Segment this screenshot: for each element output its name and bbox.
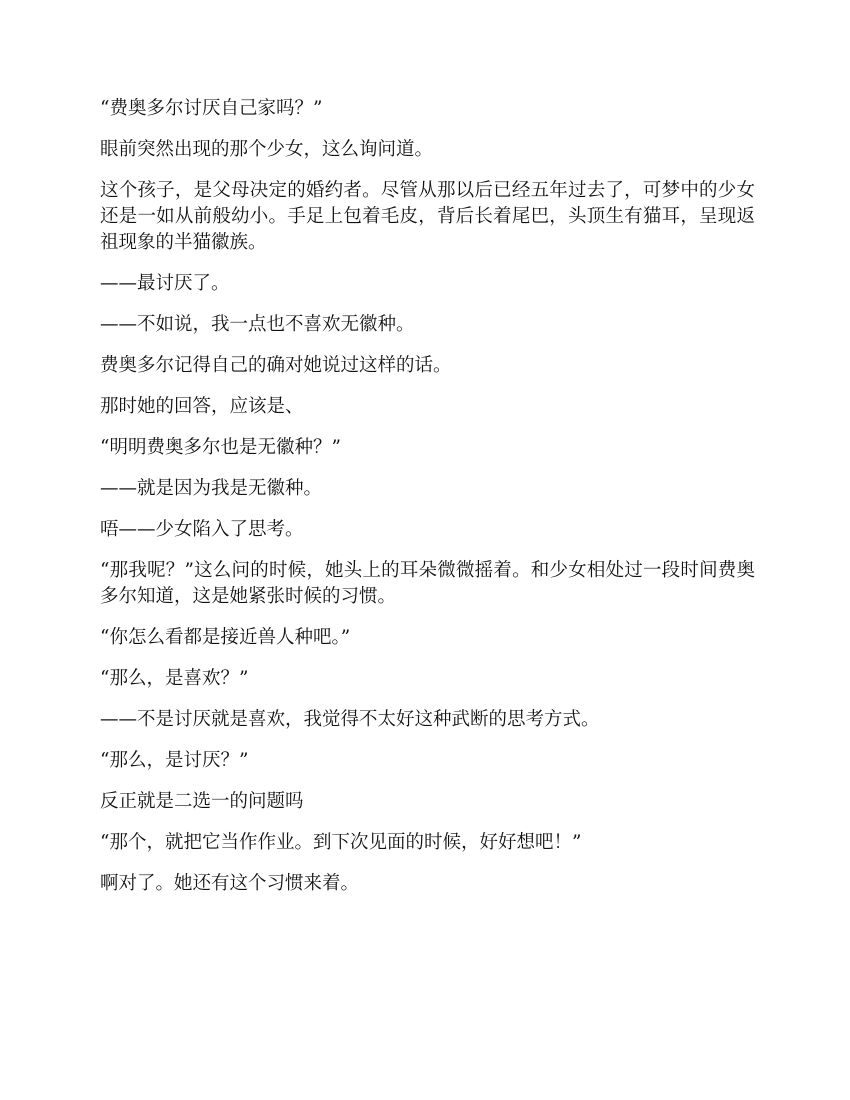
paragraph: ——不是讨厌就是喜欢，我觉得不太好这种武断的思考方式。: [100, 709, 600, 730]
paragraph: “那么，是讨厌？”: [100, 750, 249, 771]
paragraph: “那么，是喜欢？”: [100, 668, 249, 689]
paragraph: 眼前突然出现的那个少女，这么询问道。: [100, 139, 434, 160]
paragraph: 唔——少女陷入了思考。: [100, 519, 304, 540]
paragraph: 那时她的回答，应该是、: [100, 396, 304, 417]
paragraph: 这个孩子，是父母决定的婚约者。尽管从那以后已经五年过去了，可梦中的少女还是一如从前般幼小。手足上包着毛皮，背后长着尾巴，头顶生有猫耳，呈现返祖现象的半猫徽族。: [100, 180, 755, 253]
paragraph: ——不如说，我一点也不喜欢无徽种。: [100, 314, 415, 335]
paragraph: “你怎么看都是接近兽人种吧。”: [100, 627, 351, 648]
paragraph: ——最讨厌了。: [100, 273, 230, 294]
paragraph: “明明费奥多尔也是无徽种？”: [100, 437, 341, 458]
paragraph: 费奥多尔记得自己的确对她说过这样的话。: [100, 355, 452, 376]
paragraph: “费奥多尔讨厌自己家吗？”: [100, 98, 323, 119]
paragraph: 啊对了。她还有这个习惯来着。: [100, 873, 360, 894]
paragraph: 反正就是二选一的问题吗: [100, 791, 304, 812]
paragraph: ——就是因为我是无徽种。: [100, 478, 323, 499]
text-body: [100, 96, 755, 912]
paragraph: “那个，就把它当作作业。到下次见面的时候，好好想吧！”: [100, 832, 582, 853]
paragraph: “那我呢？”这么问的时候，她头上的耳朵微微摇着。和少女相处过一段时间费奥多尔知道，这是她紧张时候的习惯。: [100, 560, 755, 607]
